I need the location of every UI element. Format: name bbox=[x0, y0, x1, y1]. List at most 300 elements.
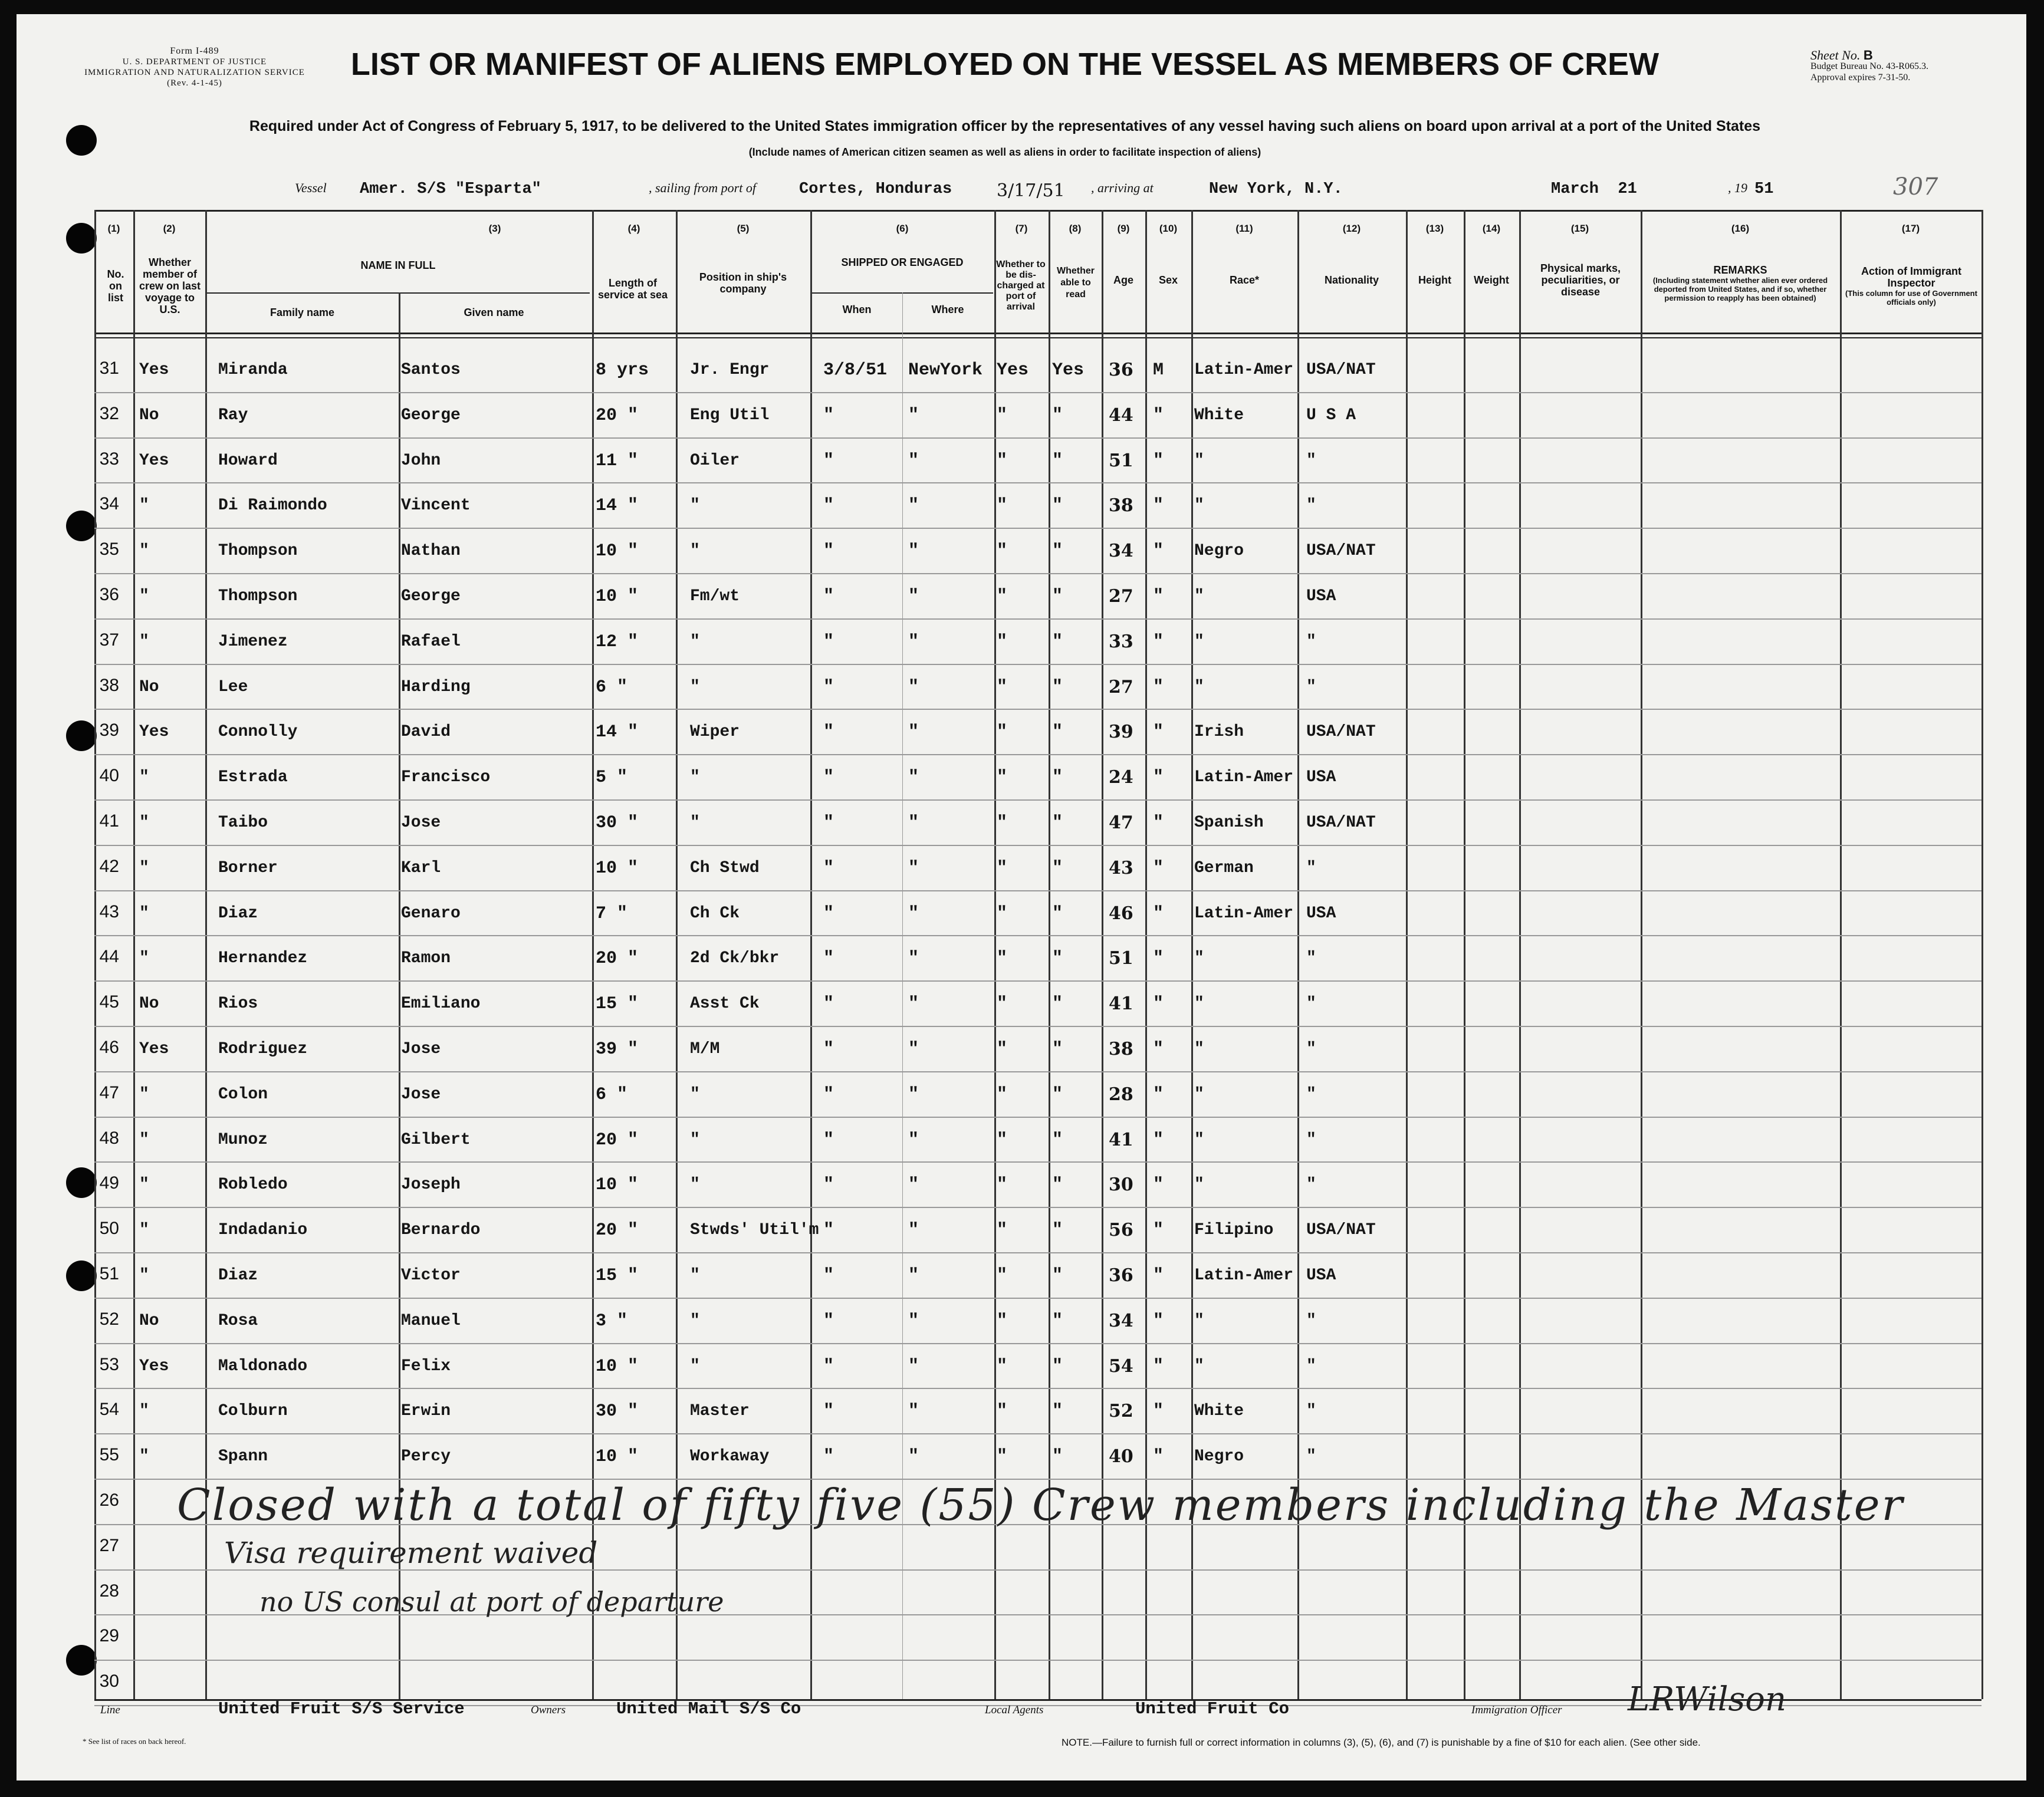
family-name-cell: Estrada bbox=[218, 768, 288, 787]
shipped-when-cell: " bbox=[823, 949, 834, 969]
previous-voyage-cell: " bbox=[139, 1176, 149, 1194]
table-row bbox=[0, 1208, 2044, 1253]
age-cell: 51 bbox=[1109, 948, 1133, 969]
sex-cell: " bbox=[1153, 631, 1164, 652]
family-name-cell: Colon bbox=[218, 1085, 268, 1104]
shipped-when-cell: " bbox=[823, 631, 834, 652]
sex-cell: " bbox=[1153, 813, 1164, 833]
position-cell: Ch Ck bbox=[690, 904, 740, 923]
shipped-where-cell: " bbox=[908, 813, 919, 833]
family-name-cell: Rodriguez bbox=[218, 1040, 308, 1058]
service-length-cell: 12 " bbox=[596, 631, 639, 652]
service-length-cell: 8 yrs bbox=[596, 360, 649, 380]
age-cell: 44 bbox=[1109, 404, 1133, 426]
column-number: (3) bbox=[488, 223, 501, 234]
row-number: 45 bbox=[99, 992, 119, 1012]
nationality-cell: " bbox=[1306, 995, 1316, 1013]
discharge-cell: " bbox=[997, 1220, 1008, 1241]
remarks-subtitle: (Including statement whether alien ever ordered deported from United States, and if so, whether permission to reapply has been obtained) bbox=[1652, 275, 1828, 302]
age-cell: 33 bbox=[1109, 631, 1133, 652]
position-cell: " bbox=[690, 1357, 700, 1375]
position-cell: " bbox=[690, 1130, 700, 1149]
discharge-cell: " bbox=[997, 1356, 1008, 1377]
table-row bbox=[0, 620, 2044, 665]
sex-cell: " bbox=[1153, 1401, 1164, 1422]
table-row bbox=[0, 801, 2044, 846]
given-name-cell: Manuel bbox=[401, 1311, 461, 1330]
table-row bbox=[0, 710, 2044, 755]
shipped-where-cell: NewYork bbox=[908, 360, 983, 380]
row-number: 36 bbox=[99, 585, 119, 604]
discharge-cell: " bbox=[997, 1266, 1008, 1286]
budget-bureau: Budget Bureau No. 43-R065.3. bbox=[1810, 61, 1928, 71]
position-cell: Jr. Engr bbox=[690, 361, 770, 379]
previous-voyage-cell: Yes bbox=[139, 451, 169, 470]
position-cell: Oiler bbox=[690, 451, 740, 470]
age-cell: 43 bbox=[1109, 857, 1133, 878]
age-cell: 24 bbox=[1109, 767, 1133, 788]
position-cell: Wiper bbox=[690, 723, 740, 742]
service-length-cell: 10 " bbox=[596, 858, 639, 878]
page-title: LIST OR MANIFEST OF ALIENS EMPLOYED ON THE VESSEL AS MEMBERS OF CREW bbox=[350, 47, 1659, 82]
handwritten-closing-note: Closed with a total of fifty five (55) Crew members including the Master bbox=[177, 1480, 1904, 1531]
year-value: 51 bbox=[1754, 180, 1774, 198]
given-name-cell: Genaro bbox=[401, 904, 461, 923]
service-length-cell: 11 " bbox=[596, 450, 639, 471]
position-cell: " bbox=[690, 1311, 700, 1330]
race-cell: " bbox=[1194, 677, 1204, 696]
able-to-read-cell: " bbox=[1052, 1084, 1063, 1105]
shipped-where-cell: " bbox=[908, 994, 919, 1015]
age-cell: 46 bbox=[1109, 903, 1133, 924]
previous-voyage-cell: No bbox=[139, 1311, 159, 1330]
family-name-cell: Miranda bbox=[218, 361, 288, 379]
sex-cell: " bbox=[1153, 994, 1164, 1015]
race-cell: " bbox=[1194, 1357, 1204, 1375]
shipped-when-cell: " bbox=[823, 994, 834, 1015]
arriving-label: , arriving at bbox=[1091, 180, 1154, 195]
shipped-when-cell: " bbox=[823, 1220, 834, 1241]
officer-signature: LRWilson bbox=[1628, 1680, 1787, 1719]
col-header-given-name: Given name bbox=[464, 307, 524, 318]
age-cell: 38 bbox=[1109, 1039, 1133, 1059]
agents-value: United Fruit Co bbox=[1135, 1699, 1290, 1719]
shipped-where-cell: " bbox=[908, 1220, 919, 1241]
column-number: (16) bbox=[1731, 223, 1750, 234]
able-to-read-cell: " bbox=[1052, 1039, 1063, 1059]
previous-voyage-cell: Yes bbox=[139, 1357, 169, 1375]
column-number: (6) bbox=[896, 223, 909, 234]
given-name-cell: Emiliano bbox=[401, 995, 481, 1013]
shipped-when-cell: " bbox=[823, 587, 834, 607]
race-cell: " bbox=[1194, 496, 1204, 515]
shipped-when-cell: " bbox=[823, 768, 834, 788]
nationality-cell: " bbox=[1306, 451, 1316, 470]
age-cell: 54 bbox=[1109, 1355, 1133, 1377]
column-number: (14) bbox=[1482, 223, 1501, 234]
discharge-cell: " bbox=[997, 813, 1008, 833]
shipped-when-cell: " bbox=[823, 1130, 834, 1150]
shipped-where-cell: " bbox=[908, 722, 919, 743]
sex-cell: " bbox=[1153, 587, 1164, 607]
row-number: 46 bbox=[99, 1038, 119, 1057]
column-number: (5) bbox=[737, 223, 750, 234]
col-header-length-of-service: Length of service at sea bbox=[597, 277, 668, 301]
sex-cell: " bbox=[1153, 1356, 1164, 1377]
row-number: 43 bbox=[99, 901, 119, 921]
family-name-cell: Ray bbox=[218, 406, 248, 424]
header-bottom-rule-2 bbox=[94, 337, 1981, 338]
given-name-cell: Felix bbox=[401, 1357, 451, 1375]
race-cell: Filipino bbox=[1194, 1221, 1274, 1240]
sex-cell: " bbox=[1153, 1447, 1164, 1467]
year-prefix: , 19 bbox=[1728, 180, 1747, 195]
table-row bbox=[0, 1118, 2044, 1163]
able-to-read-cell: " bbox=[1052, 587, 1063, 607]
shipped-where-cell: " bbox=[908, 631, 919, 652]
able-to-read-cell: " bbox=[1052, 450, 1063, 471]
age-cell: 34 bbox=[1109, 541, 1133, 562]
discharge-cell: " bbox=[997, 1175, 1008, 1196]
col-header-nationality: Nationality bbox=[1324, 274, 1379, 286]
include-text: (Include names of American citizen seamen as well as aliens in order to facilitate inspection of aliens) bbox=[748, 146, 1261, 158]
shipped-when-cell: " bbox=[823, 1447, 834, 1467]
previous-voyage-cell: " bbox=[139, 542, 149, 561]
age-cell: 41 bbox=[1109, 993, 1133, 1015]
col-header-family-name: Family name bbox=[270, 307, 335, 318]
arrival-date: March 21 bbox=[1551, 180, 1637, 198]
family-name-cell: Lee bbox=[218, 677, 248, 696]
able-to-read-cell: " bbox=[1052, 541, 1063, 562]
row-number: 37 bbox=[99, 630, 119, 650]
position-cell: M/M bbox=[690, 1040, 720, 1058]
sheet-info bbox=[1810, 50, 1987, 83]
race-cell: Negro bbox=[1194, 542, 1244, 561]
row-number: 51 bbox=[99, 1264, 119, 1283]
given-name-cell: Erwin bbox=[401, 1402, 451, 1421]
given-name-cell: Nathan bbox=[401, 542, 461, 561]
race-cell: " bbox=[1194, 1130, 1204, 1149]
table-row bbox=[0, 439, 2044, 484]
previous-voyage-cell: " bbox=[139, 1402, 149, 1421]
nationality-cell: " bbox=[1306, 632, 1316, 651]
table-row bbox=[0, 393, 2044, 439]
nationality-cell: " bbox=[1306, 677, 1316, 696]
sailing-value: Cortes, Honduras bbox=[799, 180, 952, 198]
revision: (Rev. 4-1-45) bbox=[167, 78, 222, 88]
position-cell: " bbox=[690, 1266, 700, 1285]
discharge-cell: " bbox=[997, 1447, 1008, 1467]
shipped-where-cell: " bbox=[908, 949, 919, 969]
position-cell: Master bbox=[690, 1402, 750, 1421]
discharge-cell: " bbox=[997, 722, 1008, 743]
col-header-no: No. on list bbox=[107, 268, 124, 304]
previous-voyage-cell: No bbox=[139, 406, 159, 424]
owners-label: Owners bbox=[531, 1704, 566, 1716]
sex-cell: " bbox=[1153, 903, 1164, 924]
column-number: (4) bbox=[627, 223, 640, 234]
service-length-cell: 20 " bbox=[596, 949, 639, 969]
race-cell: White bbox=[1194, 406, 1244, 424]
position-cell: " bbox=[690, 542, 700, 561]
shipped-where-cell: " bbox=[908, 450, 919, 471]
service-length-cell: 15 " bbox=[596, 994, 639, 1015]
table-row bbox=[0, 755, 2044, 801]
table-top-rule bbox=[94, 210, 1981, 212]
shipped-when-cell: " bbox=[823, 450, 834, 471]
name-subheader-rule bbox=[206, 292, 590, 294]
shipped-when-cell: " bbox=[823, 858, 834, 878]
sex-cell: " bbox=[1153, 677, 1164, 697]
able-to-read-cell: " bbox=[1052, 1266, 1063, 1286]
family-name-cell: Diaz bbox=[218, 904, 258, 923]
nationality-cell: " bbox=[1306, 1311, 1316, 1330]
able-to-read-cell: " bbox=[1052, 949, 1063, 969]
sex-cell: " bbox=[1153, 1039, 1164, 1059]
discharge-cell: " bbox=[997, 1401, 1008, 1422]
sex-cell: M bbox=[1153, 360, 1164, 380]
handwritten-visa-note: Visa requirement waived bbox=[224, 1536, 598, 1570]
nationality-cell: USA bbox=[1306, 1266, 1336, 1285]
previous-voyage-cell: Yes bbox=[139, 723, 169, 742]
nationality-cell: " bbox=[1306, 496, 1316, 515]
given-name-cell: Percy bbox=[401, 1447, 451, 1466]
nationality-cell: " bbox=[1306, 1130, 1316, 1149]
given-name-cell: Santos bbox=[401, 361, 461, 379]
table-row bbox=[0, 982, 2044, 1027]
sheet-label: Sheet No. bbox=[1810, 48, 1861, 62]
service-length-cell: 20 " bbox=[596, 1220, 639, 1241]
service-length-cell: 14 " bbox=[596, 496, 639, 516]
service-length-cell: 30 " bbox=[596, 813, 639, 833]
able-to-read-cell: " bbox=[1052, 813, 1063, 833]
given-name-cell: Bernardo bbox=[401, 1221, 481, 1240]
family-name-cell: Rios bbox=[218, 995, 258, 1013]
position-cell: Stwds' Util'm bbox=[690, 1221, 819, 1240]
nationality-cell: USA bbox=[1306, 904, 1336, 923]
family-name-cell: Thompson bbox=[218, 542, 298, 561]
sex-cell: " bbox=[1153, 1311, 1164, 1331]
family-name-cell: Connolly bbox=[218, 723, 298, 742]
service-length-cell: 39 " bbox=[596, 1039, 639, 1059]
page-mark: 307 bbox=[1893, 173, 1938, 200]
race-cell: " bbox=[1194, 995, 1204, 1013]
row-number: 28 bbox=[99, 1581, 119, 1601]
able-to-read-cell: " bbox=[1052, 722, 1063, 743]
shipped-when-cell: " bbox=[823, 405, 834, 426]
shipped-where-cell: " bbox=[908, 587, 919, 607]
sailing-label: , sailing from port of bbox=[649, 180, 756, 195]
shipped-where-cell: " bbox=[908, 1039, 919, 1059]
position-cell: " bbox=[690, 768, 700, 787]
age-cell: 40 bbox=[1109, 1446, 1133, 1467]
position-cell: Eng Util bbox=[690, 406, 770, 424]
given-name-cell: Karl bbox=[401, 858, 441, 877]
shipped-when-cell: " bbox=[823, 1356, 834, 1377]
shipped-where-cell: " bbox=[908, 903, 919, 924]
row-number: 50 bbox=[99, 1219, 119, 1239]
table-row bbox=[0, 665, 2044, 710]
race-footnote: * See list of races on back hereof. bbox=[83, 1737, 186, 1746]
family-name-cell: Di Raimondo bbox=[218, 496, 327, 515]
column-number: (1) bbox=[107, 223, 120, 234]
row-number: 49 bbox=[99, 1173, 119, 1193]
shipped-where-cell: " bbox=[908, 1447, 919, 1467]
service-length-cell: 30 " bbox=[596, 1401, 639, 1422]
penalty-note: NOTE.—Failure to furnish full or correct information in columns (3), (5), (6), and (7) is punishable by a fine of $10 for each alien. (See other side. bbox=[1062, 1737, 1701, 1748]
arriving-value: New York, N.Y. bbox=[1209, 180, 1343, 198]
given-name-cell: George bbox=[401, 406, 461, 424]
age-cell: 36 bbox=[1109, 360, 1133, 380]
shipped-where-cell: " bbox=[908, 1084, 919, 1105]
nationality-cell: USA/NAT bbox=[1306, 542, 1376, 561]
approval-expiry: Approval expires 7-31-50. bbox=[1810, 73, 1911, 83]
nationality-cell: USA/NAT bbox=[1306, 814, 1376, 832]
table-row bbox=[0, 846, 2044, 891]
position-cell: " bbox=[690, 1085, 700, 1104]
discharge-cell: " bbox=[997, 541, 1008, 562]
col-header-inspector-action bbox=[1842, 254, 1980, 318]
age-cell: 51 bbox=[1109, 450, 1133, 471]
nationality-cell: U S A bbox=[1306, 406, 1356, 424]
col-header-shipped-or-engaged: SHIPPED OR ENGAGED bbox=[841, 256, 964, 268]
table-row bbox=[0, 348, 2044, 393]
discharge-cell: " bbox=[997, 1130, 1008, 1150]
sex-cell: " bbox=[1153, 768, 1164, 788]
column-number: (7) bbox=[1015, 223, 1028, 234]
row-number: 35 bbox=[99, 539, 119, 559]
discharge-cell: " bbox=[997, 1311, 1008, 1331]
table-row bbox=[0, 1253, 2044, 1299]
race-cell: White bbox=[1194, 1402, 1244, 1421]
shipped-where-cell: " bbox=[908, 405, 919, 426]
position-cell: " bbox=[690, 814, 700, 832]
col-header-height: Height bbox=[1418, 274, 1451, 286]
previous-voyage-cell: No bbox=[139, 677, 159, 696]
nationality-cell: " bbox=[1306, 1447, 1316, 1466]
service-length-cell: 5 " bbox=[596, 768, 628, 788]
shipped-where-cell: " bbox=[908, 768, 919, 788]
column-number: (13) bbox=[1425, 223, 1444, 234]
row-number: 31 bbox=[99, 358, 119, 378]
service-length-cell: 6 " bbox=[596, 1084, 628, 1105]
service-length-cell: 10 " bbox=[596, 541, 639, 562]
able-to-read-cell: Yes bbox=[1052, 360, 1085, 380]
able-to-read-cell: " bbox=[1052, 1356, 1063, 1377]
given-name-cell: Vincent bbox=[401, 496, 471, 515]
nationality-cell: " bbox=[1306, 1085, 1316, 1104]
race-cell: Latin-Amer bbox=[1194, 361, 1294, 379]
column-number: (2) bbox=[163, 223, 176, 234]
column-number: (11) bbox=[1235, 223, 1253, 234]
table-row bbox=[0, 1434, 2044, 1480]
agents-label: Local Agents bbox=[985, 1704, 1044, 1716]
previous-voyage-cell: " bbox=[139, 768, 149, 787]
form-number: Form I-489 bbox=[170, 46, 219, 56]
nationality-cell: USA/NAT bbox=[1306, 361, 1376, 379]
age-cell: 47 bbox=[1109, 812, 1133, 833]
family-name-cell: Indadanio bbox=[218, 1221, 308, 1240]
previous-voyage-cell: " bbox=[139, 814, 149, 832]
col-header-remarks bbox=[1643, 248, 1838, 318]
shipped-where-cell: " bbox=[908, 1266, 919, 1286]
previous-voyage-cell: " bbox=[139, 1221, 149, 1240]
owners-value: United Mail S/S Co bbox=[616, 1699, 801, 1719]
able-to-read-cell: " bbox=[1052, 496, 1063, 516]
officer-label: Immigration Officer bbox=[1471, 1704, 1562, 1716]
previous-voyage-cell: Yes bbox=[139, 1040, 169, 1058]
sex-cell: " bbox=[1153, 722, 1164, 743]
previous-voyage-cell: " bbox=[139, 858, 149, 877]
line-label: Line bbox=[100, 1704, 120, 1716]
able-to-read-cell: " bbox=[1052, 994, 1063, 1015]
inspector-title: Action of Immigrant Inspector bbox=[1861, 265, 1961, 289]
race-cell: Spanish bbox=[1194, 814, 1264, 832]
position-cell: Ch Stwd bbox=[690, 858, 760, 877]
family-name-cell: Colburn bbox=[218, 1402, 288, 1421]
sex-cell: " bbox=[1153, 1084, 1164, 1105]
col-header-age: Age bbox=[1113, 274, 1133, 286]
age-cell: 52 bbox=[1109, 1401, 1133, 1422]
family-name-cell: Diaz bbox=[218, 1266, 258, 1285]
discharge-cell: " bbox=[997, 496, 1008, 516]
discharge-cell: Yes bbox=[997, 360, 1029, 380]
column-number: (15) bbox=[1570, 223, 1589, 234]
race-cell: German bbox=[1194, 858, 1254, 877]
sex-cell: " bbox=[1153, 949, 1164, 969]
sex-cell: " bbox=[1153, 541, 1164, 562]
given-name-cell: Rafael bbox=[401, 632, 461, 651]
col-header-physical-marks: Physical marks, peculiarities, or disease bbox=[1540, 262, 1621, 298]
sex-cell: " bbox=[1153, 450, 1164, 471]
given-name-cell: David bbox=[401, 723, 451, 742]
family-name-cell: Munoz bbox=[218, 1130, 268, 1149]
service-length-cell: 10 " bbox=[596, 1356, 639, 1377]
shipped-when-cell: 3/8/51 bbox=[823, 360, 888, 380]
shipped-when-cell: " bbox=[823, 1311, 834, 1331]
able-to-read-cell: " bbox=[1052, 1175, 1063, 1196]
shipped-where-cell: " bbox=[908, 1175, 919, 1196]
given-name-cell: Ramon bbox=[401, 949, 451, 968]
able-to-read-cell: " bbox=[1052, 1130, 1063, 1150]
previous-voyage-cell: Yes bbox=[139, 361, 169, 379]
sex-cell: " bbox=[1153, 1130, 1164, 1150]
table-row bbox=[0, 1072, 2044, 1118]
row-number: 48 bbox=[99, 1128, 119, 1148]
shipped-where-cell: " bbox=[908, 1311, 919, 1331]
table-row bbox=[0, 529, 2044, 574]
row-number: 29 bbox=[99, 1626, 119, 1646]
shipped-where-cell: " bbox=[908, 858, 919, 878]
given-name-cell: George bbox=[401, 587, 461, 605]
able-to-read-cell: " bbox=[1052, 1220, 1063, 1241]
col-header-sex: Sex bbox=[1158, 274, 1178, 286]
shipped-when-cell: " bbox=[823, 1266, 834, 1286]
service-length-cell: 7 " bbox=[596, 903, 628, 924]
row-number: 34 bbox=[99, 494, 119, 514]
row-number: 30 bbox=[99, 1671, 119, 1691]
service-length-cell: 15 " bbox=[596, 1266, 639, 1286]
position-cell: Asst Ck bbox=[690, 995, 760, 1013]
service-length-cell: 10 " bbox=[596, 1175, 639, 1196]
able-to-read-cell: " bbox=[1052, 1311, 1063, 1331]
shipped-when-cell: " bbox=[823, 813, 834, 833]
column-number: (12) bbox=[1342, 223, 1361, 234]
position-cell: Workaway bbox=[690, 1447, 770, 1466]
row-number: 38 bbox=[99, 675, 119, 695]
discharge-cell: " bbox=[997, 903, 1008, 924]
shipped-where-cell: " bbox=[908, 1130, 919, 1150]
